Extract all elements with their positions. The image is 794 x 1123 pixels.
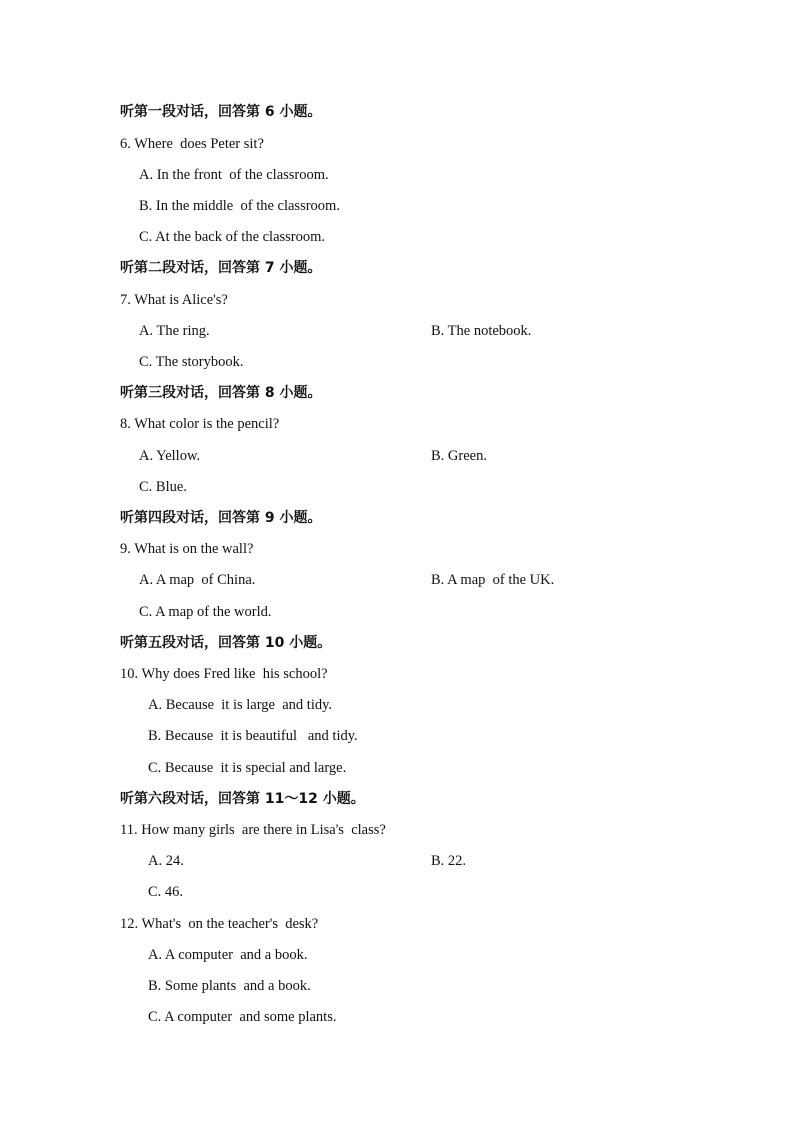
question-9-option-a: A. A map of China.	[139, 572, 256, 588]
question-11-option-b: B. 22.	[431, 853, 467, 869]
question-6-option-c: C. At the back of the classroom.	[139, 229, 326, 245]
question-9-option-b: B. A map of the UK.	[431, 572, 555, 588]
question-7-option-b: B. The notebook.	[431, 323, 532, 339]
question-12-option-a: A. A computer and a book.	[148, 947, 308, 963]
question-6: 6. Where does Peter sit?	[120, 136, 264, 152]
question-9: 9. What is on the wall?	[120, 541, 254, 557]
section-heading-4: 听第四段对话，回答第 9 小题。	[120, 510, 322, 526]
question-10: 10. Why does Fred like his school?	[120, 666, 328, 682]
question-7-option-c: C. The storybook.	[139, 354, 244, 370]
question-10-option-b: B. Because it is beautiful and tidy.	[148, 728, 358, 744]
question-10-option-c: C. Because it is special and large.	[148, 760, 347, 776]
question-7: 7. What is Alice's?	[120, 292, 228, 308]
question-11-option-a: A. 24.	[148, 853, 184, 869]
question-8-option-b: B. Green.	[431, 448, 487, 464]
section-heading-6: 听第六段对话，回答第 11～12 小题。	[120, 791, 365, 807]
question-8: 8. What color is the pencil?	[120, 416, 280, 432]
section-heading-2: 听第二段对话，回答第 7 小题。	[120, 260, 322, 276]
question-12-option-b: B. Some plants and a book.	[148, 978, 311, 994]
question-10-option-a: A. Because it is large and tidy.	[148, 697, 333, 713]
question-9-option-c: C. A map of the world.	[139, 604, 272, 620]
section-heading-5: 听第五段对话，回答第 10 小题。	[120, 635, 332, 651]
question-11-option-c: C. 46.	[148, 884, 184, 900]
question-12: 12. What's on the teacher's desk?	[120, 916, 319, 932]
question-6-option-b: B. In the middle of the classroom.	[139, 198, 340, 214]
question-8-option-c: C. Blue.	[139, 479, 187, 495]
section-heading-1: 听第一段对话，回答第 6 小题。	[120, 104, 322, 120]
question-6-option-a: A. In the front of the classroom.	[139, 167, 329, 183]
question-11: 11. How many girls are there in Lisa's class?	[120, 822, 386, 838]
question-12-option-c: C. A computer and some plants.	[148, 1009, 337, 1025]
question-7-option-a: A. The ring.	[139, 323, 210, 339]
question-8-option-a: A. Yellow.	[139, 448, 201, 464]
section-heading-3: 听第三段对话，回答第 8 小题。	[120, 385, 322, 401]
